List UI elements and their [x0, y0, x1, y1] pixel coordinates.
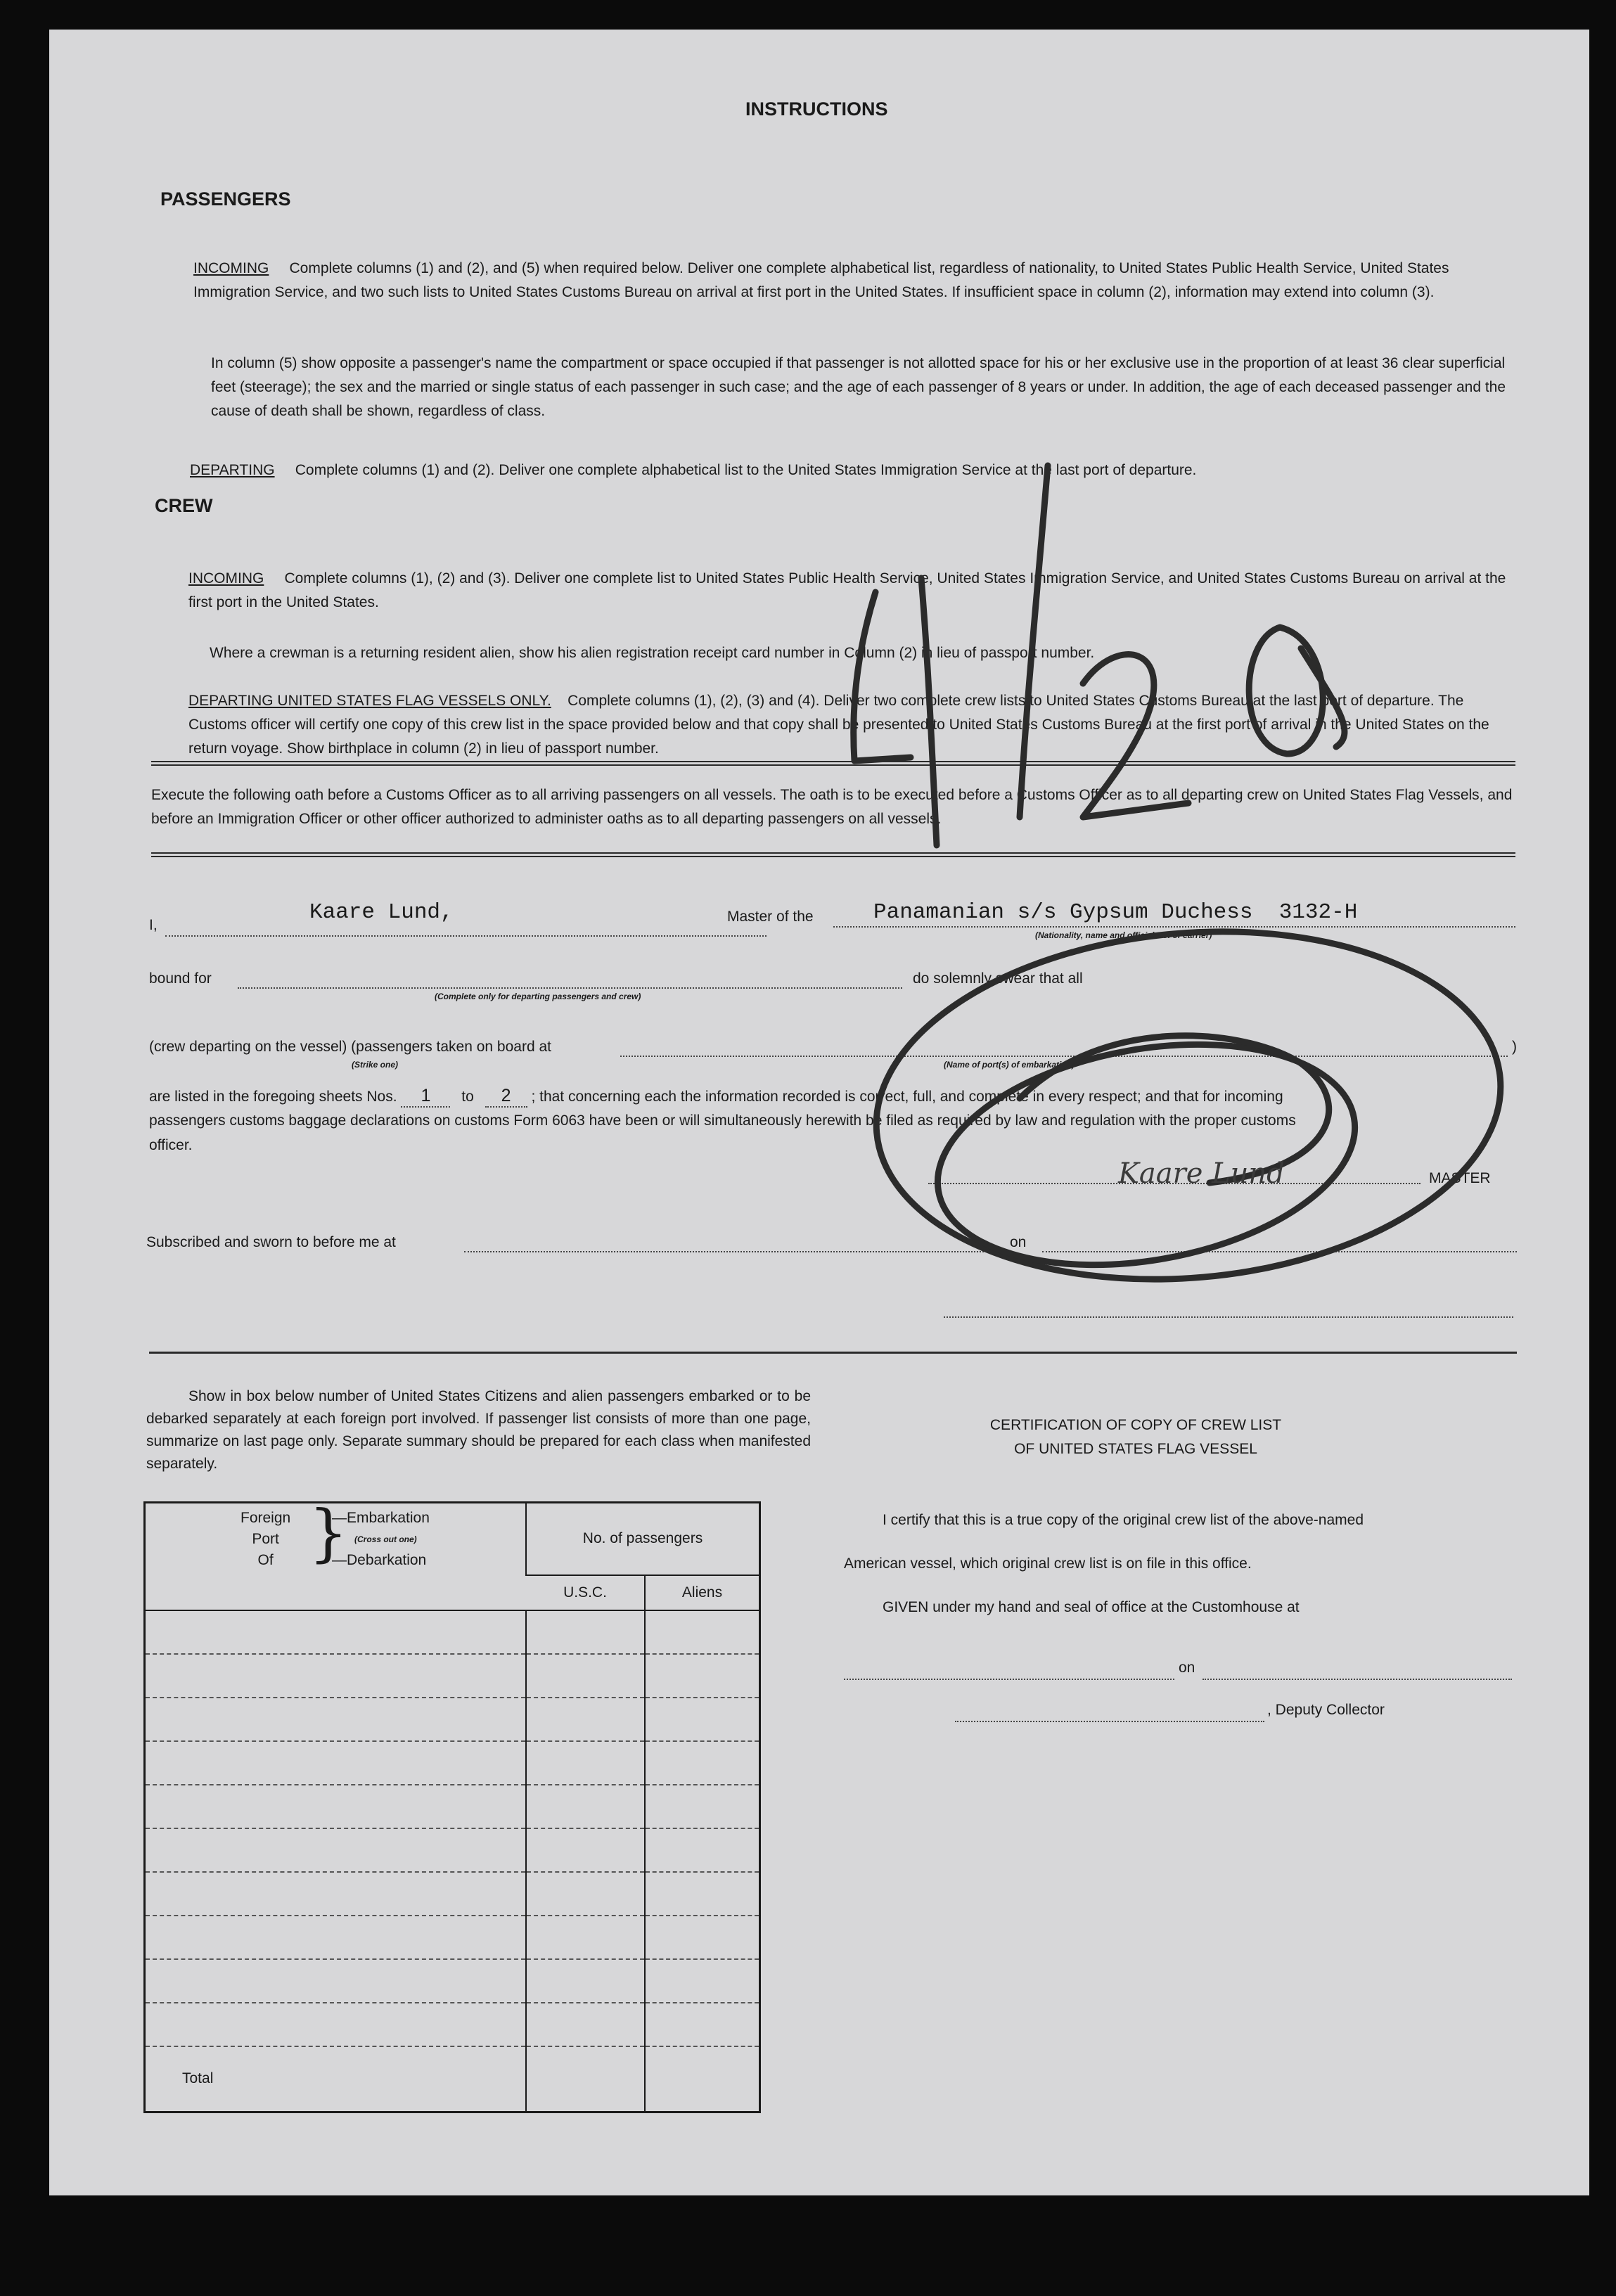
to-label: to: [461, 1089, 474, 1105]
mark-big-circle: [861, 906, 1515, 1304]
embarkation-label: —Embarkation: [332, 1510, 430, 1526]
listed-line-3: officer.: [149, 1137, 193, 1153]
close-paren: ): [1512, 1039, 1517, 1055]
total-row: [145, 2046, 760, 2112]
cross-out-note: (Cross out one): [354, 1534, 417, 1544]
mark-digit-2: [1083, 655, 1188, 817]
certification-heading: [914, 1413, 1357, 1461]
passengers-departing-text: Complete columns (1) and (2). Deliver one complete alphabetical list to the United States Immigration Service at the last port of departure.: [295, 462, 1197, 478]
crew-departing-label: (crew departing on the vessel) (passengers taken on board at: [149, 1039, 551, 1055]
table-row: [145, 1698, 760, 1741]
of-label: Of: [257, 1552, 274, 1568]
certification-on-label: on: [1179, 1660, 1195, 1676]
no-passengers-header: No. of passengers: [526, 1503, 760, 1575]
sheet-to: 2: [485, 1086, 527, 1108]
swear-label: do solemnly swear that all: [913, 970, 1083, 987]
passenger-summary-table: [143, 1496, 761, 2113]
certification-text-2: American vessel, which original crew list is on file in this office.: [844, 1556, 1252, 1572]
oath-i-label: I,: [149, 917, 158, 933]
strike-note: (Strike one): [352, 1060, 399, 1070]
foreign-label: Foreign: [241, 1510, 291, 1526]
vessel-name: Panamanian s/s Gypsum Duchess 3132-H: [873, 900, 1358, 925]
brace-glyph: }: [309, 1496, 348, 1569]
aliens-header: Aliens: [645, 1575, 760, 1610]
passengers-departing-label: DEPARTING: [190, 462, 275, 478]
table-row: [145, 1610, 760, 1654]
crew-departing-label: DEPARTING UNITED STATES FLAG VESSELS ONLY.: [188, 693, 551, 709]
page-title: INSTRUCTIONS: [745, 98, 888, 120]
listed-line-2: passengers customs baggage declarations on customs Form 6063 have been or will simultaneously herewith be filed as required by law and regulation with the proper customs: [149, 1112, 1296, 1129]
passengers-column5: In column (5) show opposite a passenger's name the compartment or space occupied if that passenger is not allotted space for his or her exclusive use in the proportion of at least 36 clear superficial feet (steerage); the sex and the married or single status of each passenger in such case; and the age of each passenger of 8 years or under. In addition, the age of each deceased passenger and the cause of death shall be shown, regardless of class.: [211, 355, 1506, 419]
certification-text-3: GIVEN under my hand and seal of office at the Customhouse at: [883, 1599, 1300, 1615]
subscribed-label: Subscribed and sworn to before me at: [146, 1234, 396, 1250]
port-note: (Name of port(s) of embarkation): [944, 1060, 1075, 1070]
port-label: Port: [252, 1531, 279, 1547]
crew-departing-text: Complete columns (1), (2), (3) and (4). Deliver two complete crew lists to United States Customs Bureau at the last port of departure. The Customs officer will certify one copy of this crew list in the space provided below and that copy shall be presented to United States Customs Bureau at the first port of arrival in the United States on the return voyage. Show birthplace in column (2) in lieu of passport number.: [188, 693, 1489, 757]
table-row: [145, 1785, 760, 1828]
debarkation-label: —Debarkation: [332, 1552, 427, 1568]
listed-label: are listed in the foregoing sheets Nos.: [149, 1089, 397, 1105]
certification-text-1: I certify that this is a true copy of the original crew list of the above-named: [883, 1512, 1364, 1528]
certification-date-line: [1203, 1679, 1512, 1680]
master-of-label: Master of the: [727, 909, 814, 925]
table-row: [145, 1654, 760, 1698]
mark-slash: [1020, 466, 1048, 817]
form-page: [49, 30, 1589, 2195]
table-row: [145, 1872, 760, 1916]
passengers-incoming-text: Complete columns (1) and (2), and (5) when required below. Deliver one complete alphabetical list, regardless of nationality, to United States Public Health Service, United States Immigration Service, and two such lists to United States Customs Bureau on arrival at first port in the United States. If insufficient space in column (2), information may extend into column (3).: [193, 260, 1449, 300]
certification-heading-1: CERTIFICATION OF COPY OF CREW LIST: [989, 1417, 1282, 1433]
bound-for-note: (Complete only for departing passengers and crew): [435, 992, 641, 1001]
table-row: [145, 2003, 760, 2046]
usc-header: U.S.C.: [526, 1575, 645, 1610]
crew-heading: CREW: [155, 495, 213, 516]
table-row: [145, 1741, 760, 1785]
table-row: [145, 1828, 760, 1872]
table-row: [145, 1959, 760, 2003]
table-row: [145, 1916, 760, 1959]
mark-digit-0: [1249, 627, 1323, 754]
master-signature: Kaare Lund: [1118, 1157, 1285, 1190]
sheet-from: 1: [401, 1086, 450, 1108]
bound-for-label: bound for: [149, 970, 212, 987]
deputy-collector-line: [955, 1721, 1264, 1722]
oath-instruction: Execute the following oath before a Customs Officer as to all arriving passengers on all vessels. The oath is to be executed before a Customs Officer as to all departing crew on United States Flag Vessels, and before an Immigration Officer or other officer authorized to administer oaths as to all departing passengers on all vessels.: [151, 787, 1513, 827]
passengers-incoming-label: INCOMING: [193, 260, 269, 276]
subscribed-on-label: on: [1010, 1234, 1027, 1250]
vessel-note: (Nationality, name and official No. of carrier): [1035, 930, 1212, 940]
master-label: MASTER: [1429, 1170, 1491, 1186]
crew-incoming-text: Complete columns (1), (2) and (3). Deliver one complete list to United States Public Health Service, United States Immigration Service, and United States Customs Bureau on arrival at the first port in the United States.: [188, 570, 1506, 610]
mark-digit-4: [854, 578, 937, 845]
listed-text-1: ; that concerning each the information recorded is correct, full, and complete in every respect; and that for incoming: [531, 1089, 1283, 1105]
handwritten-mark-text: 4/20: [956, 747, 958, 748]
crew-resident: Where a crewman is a returning resident alien, show his alien registration receipt card number in Column (2) in lieu of passport number.: [210, 645, 1095, 661]
customhouse-line: [844, 1679, 1174, 1680]
deputy-collector-label: , Deputy Collector: [1267, 1702, 1385, 1718]
master-name: Kaare Lund,: [309, 900, 454, 925]
certification-heading-2: OF UNITED STATES FLAG VESSEL: [1014, 1441, 1257, 1457]
passengers-heading: PASSENGERS: [160, 188, 291, 210]
summary-instruction: Show in box below number of United States Citizens and alien passengers embarked or to be debarked separately at each foreign port involved. If passenger list consists of more than one page, summarize on last page only. Separate summary should be prepared for each class when manifested separately.: [146, 1388, 811, 1472]
crew-incoming-label: INCOMING: [188, 570, 264, 586]
total-label: Total: [182, 2070, 214, 2087]
